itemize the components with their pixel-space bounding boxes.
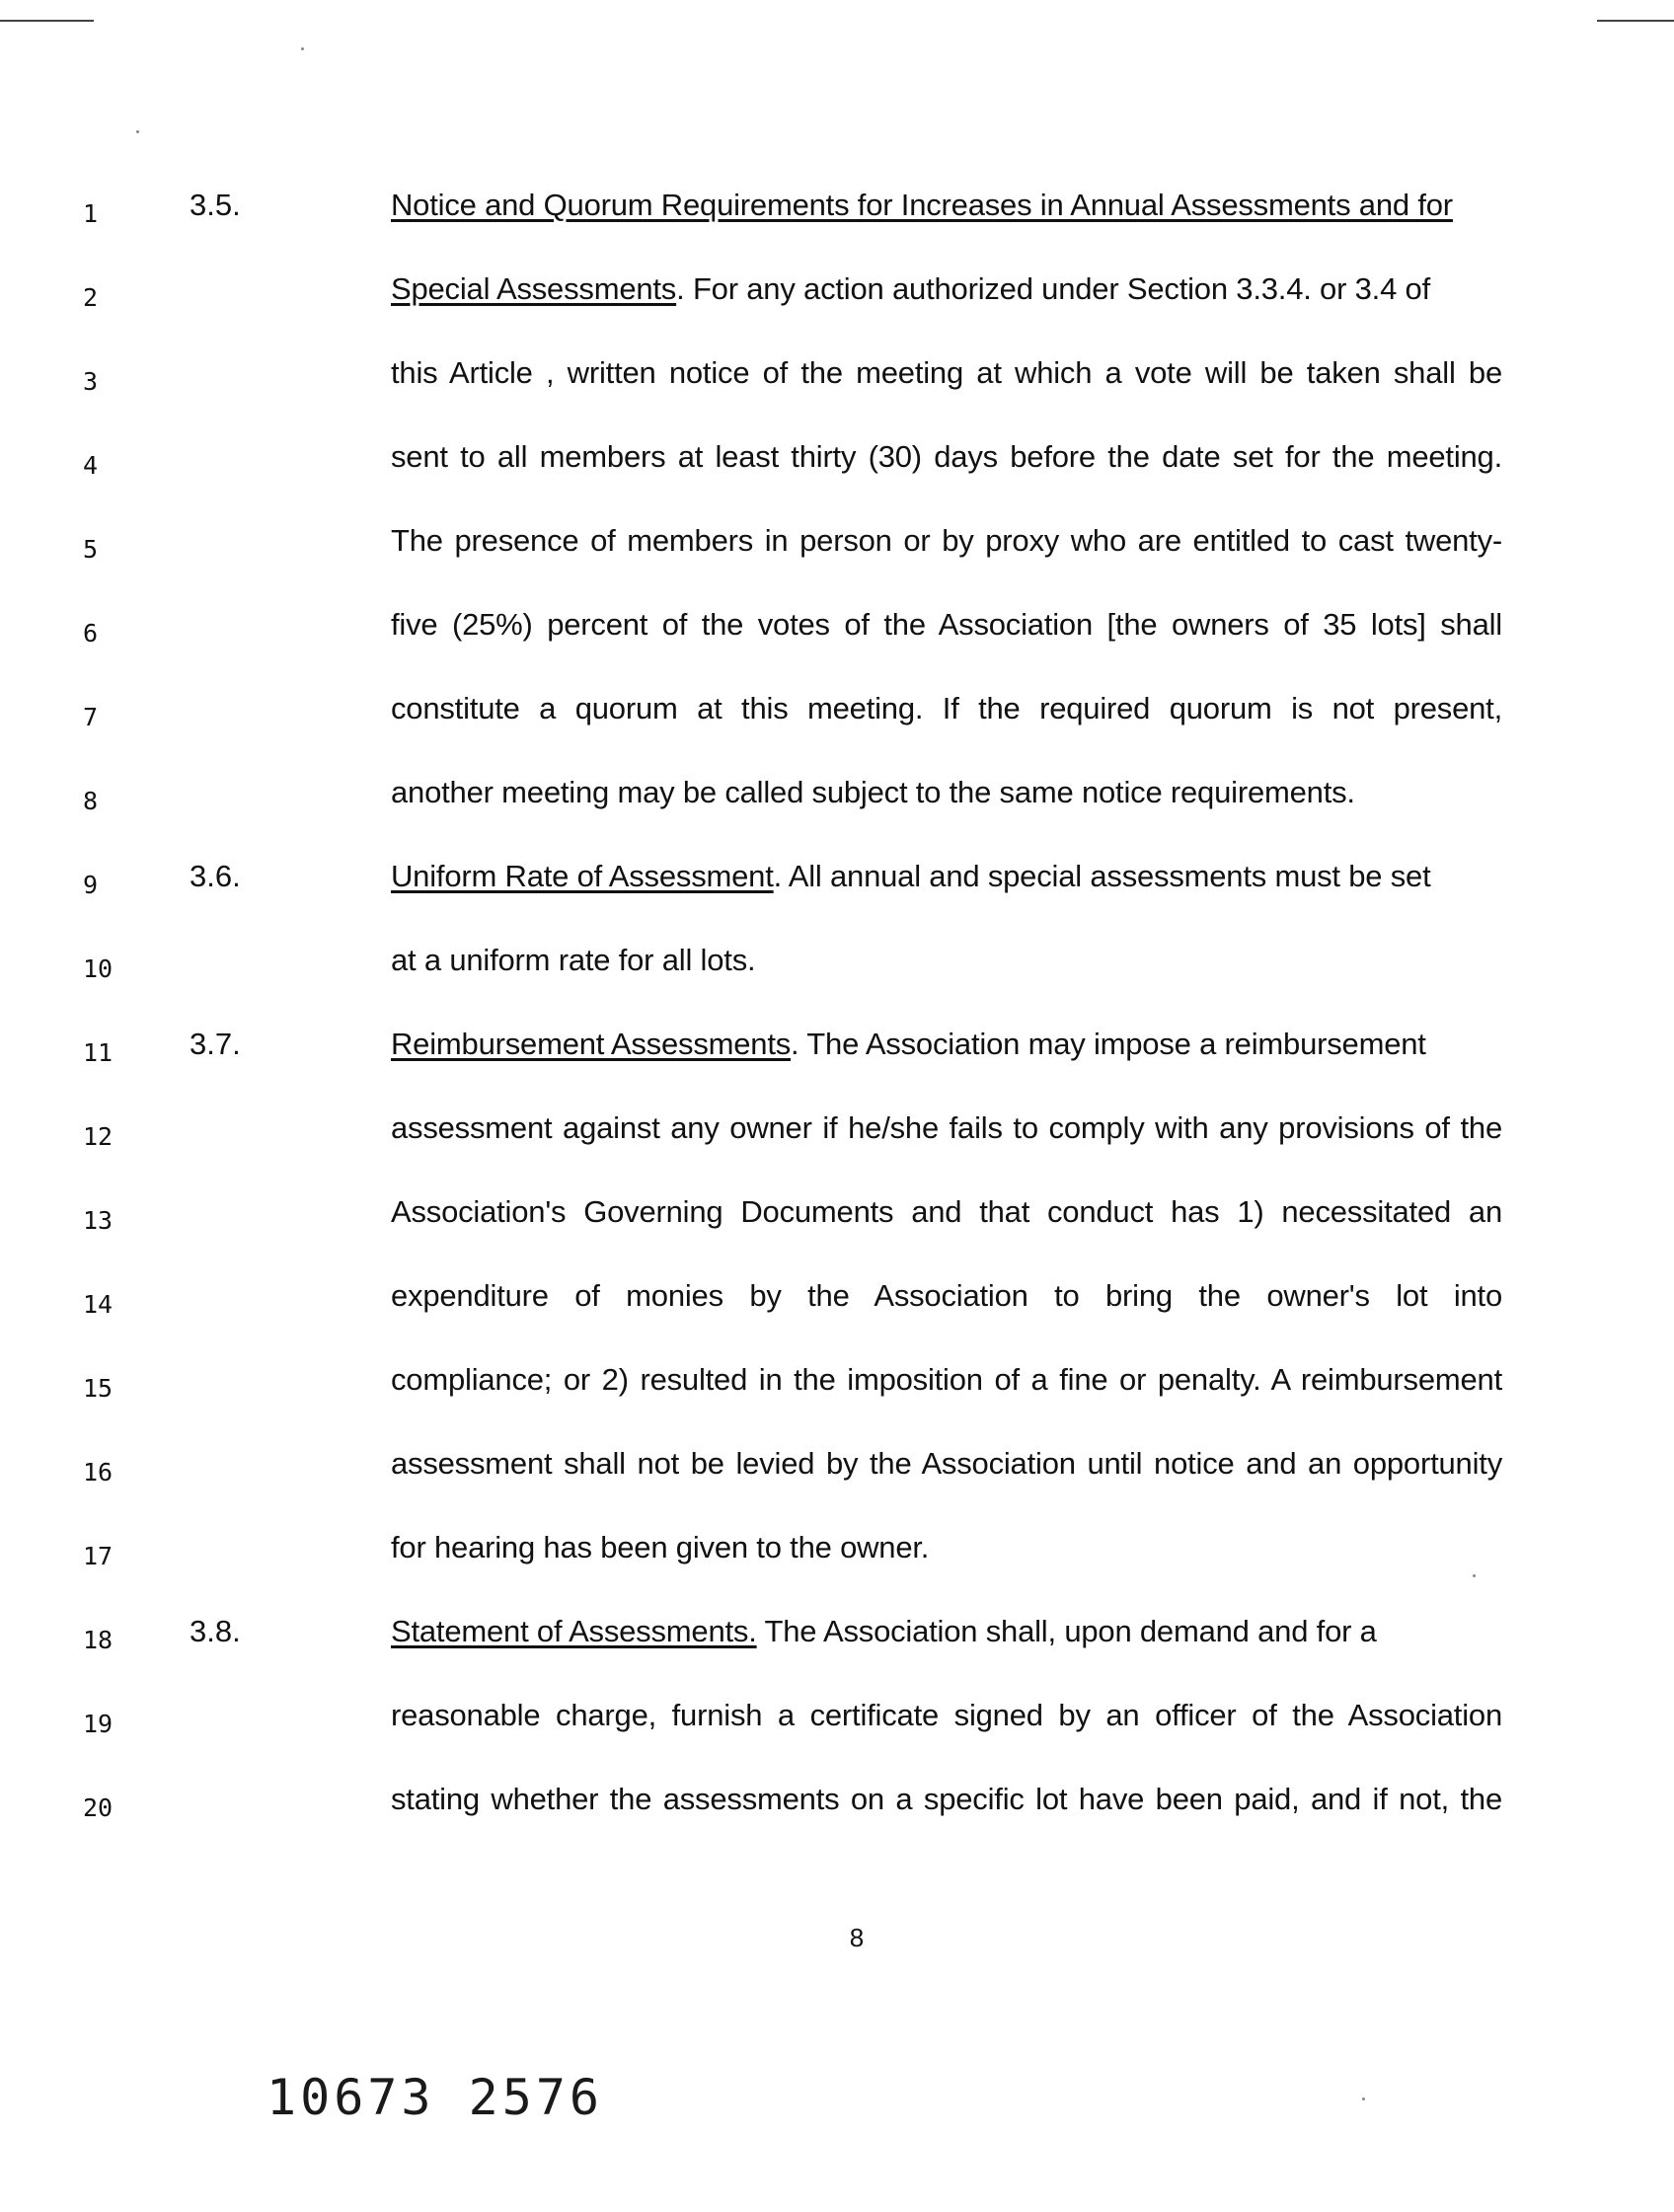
body-line: expenditure of monies by the Association to bring the owner's lot into [391,1278,1502,1313]
body-line: assessment against any owner if he/she fails to comply with any provisions of the [391,1110,1502,1145]
line-number: 13 [83,1206,114,1235]
body-line: at a uniform rate for all lots. [391,943,756,977]
body-line: stating whether the assessments on a specific lot have been paid, and if not, the [391,1782,1502,1816]
body-line: The presence of members in person or by proxy who are entitled to cast twenty- [391,523,1502,558]
top-right-rule [1597,20,1674,22]
scan-speck [301,47,304,50]
section-heading [391,188,1502,223]
line-number: 4 [83,451,99,480]
section-heading-text: Notice and Quorum Requirements for Increases in Annual Assessments and for [391,188,1453,222]
line-number: 5 [83,535,99,564]
line-number: 16 [83,1458,114,1487]
body-line: five (25%) percent of the votes of the Association [the owners of 35 lots] shall [391,607,1502,642]
scan-speck [136,130,139,133]
section-number: 3.8. [190,1614,241,1648]
line-number: 10 [83,954,114,983]
line-number: 19 [83,1710,114,1738]
line-number: 17 [83,1542,114,1570]
body-line: assessment shall not be levied by the Association until notice and an opportunity [391,1446,1502,1481]
body-line [391,271,1502,307]
line-number: 8 [83,787,99,815]
recording-stamp: 10673 2576 [266,2069,604,2126]
line-number: 3 [83,367,99,396]
section-heading-text: Special Assessments [391,271,677,306]
line-number: 15 [83,1374,114,1403]
body-line: for hearing has been given to the owner. [391,1530,930,1564]
line-number: 12 [83,1122,114,1151]
line-number: 18 [83,1626,114,1654]
body-line: compliance; or 2) resulted in the imposition of a fine or penalty. A reimbursement [391,1362,1502,1397]
line-number: 2 [83,283,99,312]
line-number: 20 [83,1793,114,1822]
body-line: Association's Governing Documents and that conduct has 1) necessitated an [391,1194,1502,1229]
section-heading [391,1027,1502,1062]
line-number: 1 [83,199,99,228]
section-number: 3.7. [190,1027,241,1061]
line-number: 9 [83,871,99,899]
body-line: reasonable charge, furnish a certificate signed by an officer of the Association [391,1698,1502,1732]
body-line: this Article , written notice of the meeting at which a vote will be taken shall be [391,355,1502,390]
body-line: sent to all members at least thirty (30) days before the date set for the meeting. [391,439,1502,474]
section-heading-text: Uniform Rate of Assessment [391,859,774,893]
body-text: . For any action authorized under Section 3.3.4. or 3.4 of [676,271,1430,306]
scan-speck [1362,2098,1365,2100]
section-heading-text: Reimbursement Assessments [391,1027,792,1061]
body-text: . The Association may impose a reimbursement [791,1027,1426,1061]
section-number: 3.5. [190,188,241,222]
body-text: The Association shall, upon demand and for a [756,1614,1377,1648]
body-line: constitute a quorum at this meeting. If the required quorum is not present, [391,691,1502,725]
line-number: 6 [83,619,99,648]
body-text: . All annual and special assessments must be set [773,859,1431,893]
page-number: 8 [849,1923,865,1952]
line-number: 14 [83,1290,114,1319]
section-number: 3.6. [190,859,241,893]
section-heading [391,859,1502,894]
section-heading [391,1614,1502,1649]
line-number: 11 [83,1038,114,1067]
top-left-rule [0,20,94,22]
body-line: another meeting may be called subject to the same notice requirements. [391,775,1355,809]
line-number: 7 [83,703,99,731]
section-heading-text: Statement of Assessments. [391,1614,757,1648]
scan-speck [1473,1574,1476,1577]
